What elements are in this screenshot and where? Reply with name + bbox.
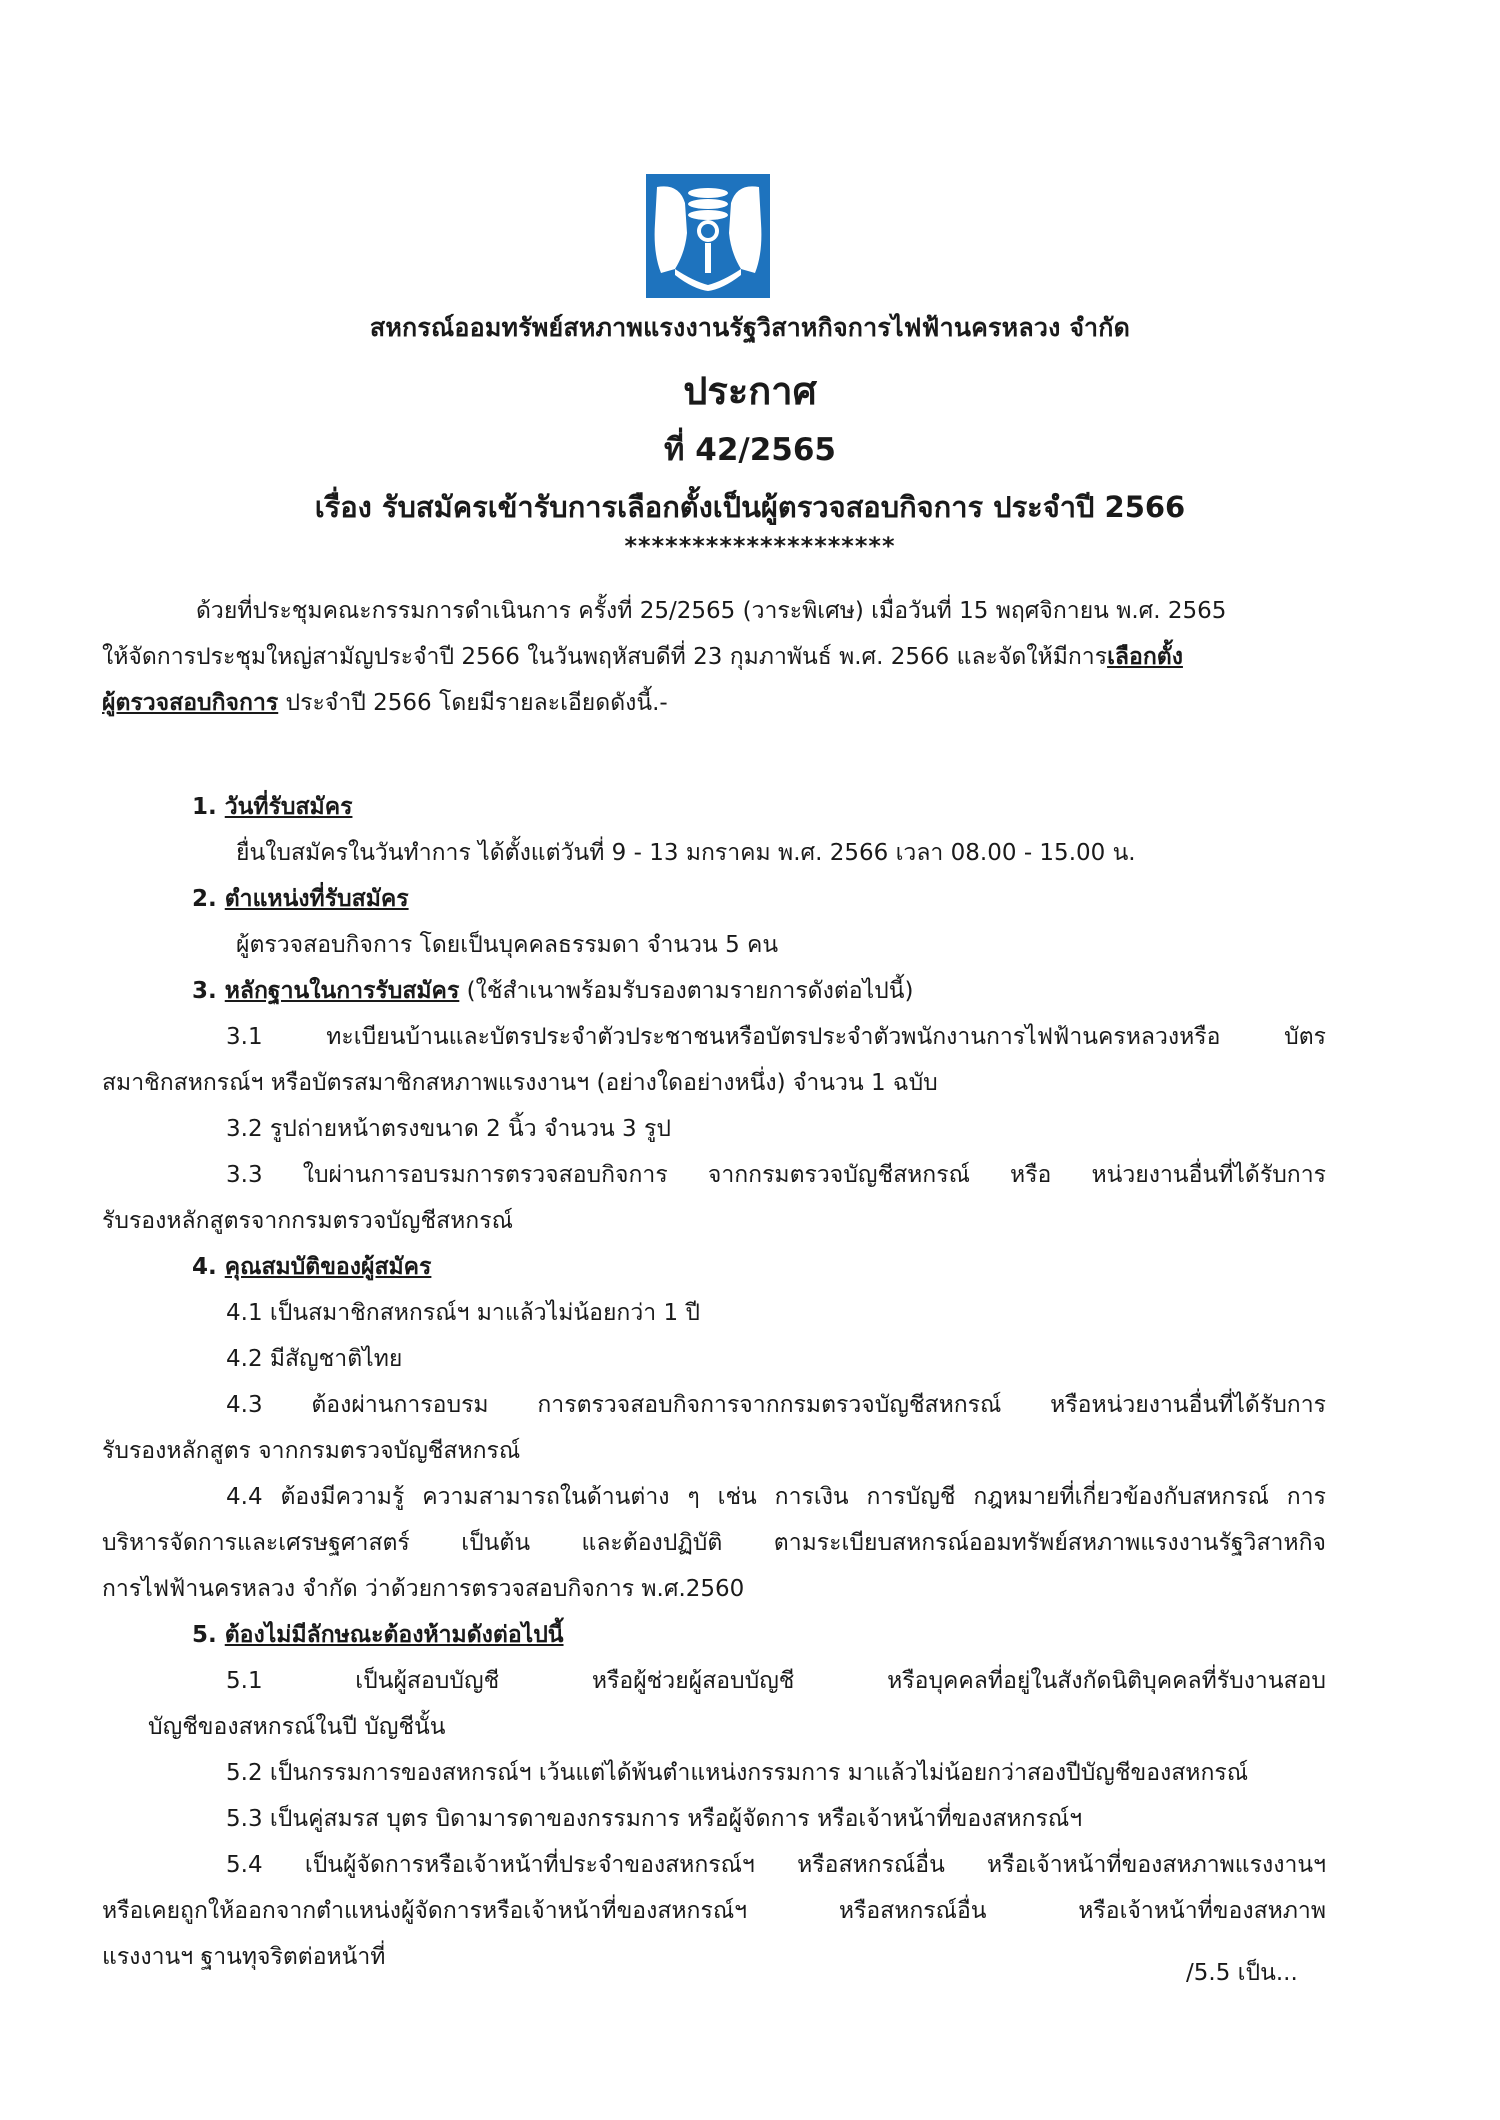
- section-5-heading: [192, 1612, 564, 1658]
- divider-stars: ********************: [624, 532, 896, 560]
- item-3-1-line-2: สมาชิกสหกรณ์ฯ หรือบัตรสมาชิกสหภาพแรงงานฯ (อย่างใดอย่างหนึ่ง) จำนวน 1 ฉบับ: [102, 1070, 938, 1096]
- item-5-4-line-2: หรือเคยถูกให้ออกจากตำแหน่งผู้จัดการหรือเจ้าหน้าที่ของสหกรณ์ฯ หรือสหกรณ์อื่น หรือเจ้าหน้าที่ของสหภาพ: [102, 1898, 1326, 1924]
- section-4-number: 4.: [192, 1254, 225, 1280]
- intro-line-2-emphasis: เลือกตั้ง: [1107, 644, 1183, 670]
- item-4-3-line-1: 4.3 ต้องผ่านการอบรม การตรวจสอบกิจการจากกรมตรวจบัญชีสหกรณ์ หรือหน่วยงานอื่นที่ได้รับการ: [226, 1392, 1326, 1418]
- page-continuation: [1186, 1950, 1298, 1996]
- section-1-title: วันที่รับสมัคร: [224, 794, 353, 820]
- section-4-heading: [192, 1244, 431, 1290]
- section-2-number: 2.: [192, 886, 225, 912]
- section-3-title: หลักฐานในการรับสมัคร: [224, 978, 460, 1004]
- document-subject: เรื่อง รับสมัครเข้ารับการเลือกตั้งเป็นผู้ตรวจสอบกิจการ ประจำปี 2566: [314, 490, 1186, 524]
- section-3-number: 3.: [192, 978, 225, 1004]
- item-4-4-line-3: การไฟฟ้านครหลวง จำกัด ว่าด้วยการตรวจสอบกิจการ พ.ศ.2560: [102, 1576, 745, 1602]
- document-number: ที่ 42/2565: [664, 432, 836, 468]
- section-1-body: ยื่นใบสมัครในวันทำการ ได้ตั้งแต่วันที่ 9 - 13 มกราคม พ.ศ. 2566 เวลา 08.00 - 15.00 น.: [236, 840, 1136, 866]
- section-3-heading: [192, 968, 913, 1014]
- section-1-heading: [192, 784, 352, 830]
- intro-line-3: [102, 680, 668, 726]
- item-4-4-line-1: 4.4 ต้องมีความรู้ ความสามารถในด้านต่าง ๆ เช่น การเงิน การบัญชี กฎหมายที่เกี่ยวข้องกับสหกรณ์ การ: [226, 1484, 1326, 1510]
- section-4-title: คุณสมบัติของผู้สมัคร: [224, 1254, 432, 1280]
- item-4-1: 4.1 เป็นสมาชิกสหกรณ์ฯ มาแล้วไม่น้อยกว่า 1 ปี: [226, 1300, 701, 1326]
- section-2-heading: [192, 876, 409, 922]
- section-5-title: ต้องไม่มีลักษณะต้องห้ามดังต่อไปนี้: [224, 1622, 564, 1648]
- item-5-4-line-3: แรงงานฯ ฐานทุจริตต่อหน้าที่: [102, 1944, 386, 1970]
- item-4-3-line-2: รับรองหลักสูตร จากกรมตรวจบัญชีสหกรณ์: [102, 1438, 521, 1464]
- intro-line-2: [102, 634, 1183, 680]
- continuation-text: /5.5 เป็น...: [1186, 1960, 1298, 1986]
- intro-line-2-text: ให้จัดการประชุมใหญ่สามัญประจำปี 2566 ในวันพฤหัสบดีที่ 23 กุมภาพันธ์ พ.ศ. 2566 และจัดให้มีการ: [102, 644, 1108, 670]
- item-5-3: 5.3 เป็นคู่สมรส บุตร บิดามารดาของกรรมการ หรือผู้จัดการ หรือเจ้าหน้าที่ของสหกรณ์ฯ: [226, 1806, 1083, 1832]
- section-1-number: 1.: [192, 794, 225, 820]
- item-4-2: 4.2 มีสัญชาติไทย: [226, 1346, 403, 1372]
- section-5-number: 5.: [192, 1622, 225, 1648]
- section-2-title: ตำแหน่งที่รับสมัคร: [224, 886, 409, 912]
- intro-line-3-emphasis: ผู้ตรวจสอบกิจการ: [102, 690, 279, 716]
- intro-line-1: ด้วยที่ประชุมคณะกรรมการดำเนินการ ครั้งที่ 25/2565 (วาระพิเศษ) เมื่อวันที่ 15 พฤศจิกายน พ.ศ. 2565: [196, 598, 1227, 624]
- document-title: ประกาศ: [683, 369, 817, 413]
- section-2-body: ผู้ตรวจสอบกิจการ โดยเป็นบุคคลธรรมดา จำนวน 5 คน: [236, 932, 779, 958]
- cooperative-logo-icon: [645, 173, 771, 299]
- item-5-1-line-2: บัญชีของสหกรณ์ในปี บัญชีนั้น: [148, 1714, 446, 1740]
- item-5-2: 5.2 เป็นกรรมการของสหกรณ์ฯ เว้นแต่ได้พ้นตำแหน่งกรรมการ มาแล้วไม่น้อยกว่าสองปีบัญชีของสหกรณ์: [226, 1760, 1249, 1786]
- item-3-3-line-1: 3.3 ใบผ่านการอบรมการตรวจสอบกิจการ จากกรมตรวจบัญชีสหกรณ์ หรือ หน่วยงานอื่นที่ได้รับการ: [226, 1162, 1326, 1188]
- item-3-1-line-1: 3.1 ทะเบียนบ้านและบัตรประจำตัวประชาชนหรือบัตรประจำตัวพนักงานการไฟฟ้านครหลวงหรือ บัตร: [226, 1024, 1326, 1050]
- item-3-3-line-2: รับรองหลักสูตรจากกรมตรวจบัญชีสหกรณ์: [102, 1208, 513, 1234]
- item-3-2: 3.2 รูปถ่ายหน้าตรงขนาด 2 นิ้ว จำนวน 3 รูป: [226, 1116, 671, 1142]
- item-4-4-line-2: บริหารจัดการและเศรษฐศาสตร์ เป็นต้น และต้องปฏิบัติ ตามระเบียบสหกรณ์ออมทรัพย์สหภาพแรงงานรัฐวิสาหกิจ: [102, 1530, 1326, 1556]
- item-5-1-line-1: 5.1 เป็นผู้สอบบัญชี หรือผู้ช่วยผู้สอบบัญชี หรือบุคคลที่อยู่ในสังกัดนิติบุคคลที่รับงานสอบ: [226, 1668, 1326, 1694]
- organization-name: สหกรณ์ออมทรัพย์สหภาพแรงงานรัฐวิสาหกิจการไฟฟ้านครหลวง จำกัด: [369, 313, 1131, 342]
- section-3-note: (ใช้สำเนาพร้อมรับรองตามรายการดังต่อไปนี้): [459, 978, 914, 1004]
- intro-line-3-text: ประจำปี 2566 โดยมีรายละเอียดดังนี้.-: [278, 690, 668, 716]
- item-5-4-line-1: 5.4 เป็นผู้จัดการหรือเจ้าหน้าที่ประจำของสหกรณ์ฯ หรือสหกรณ์อื่น หรือเจ้าหน้าที่ของสหภาพแรงงานฯ: [226, 1852, 1326, 1878]
